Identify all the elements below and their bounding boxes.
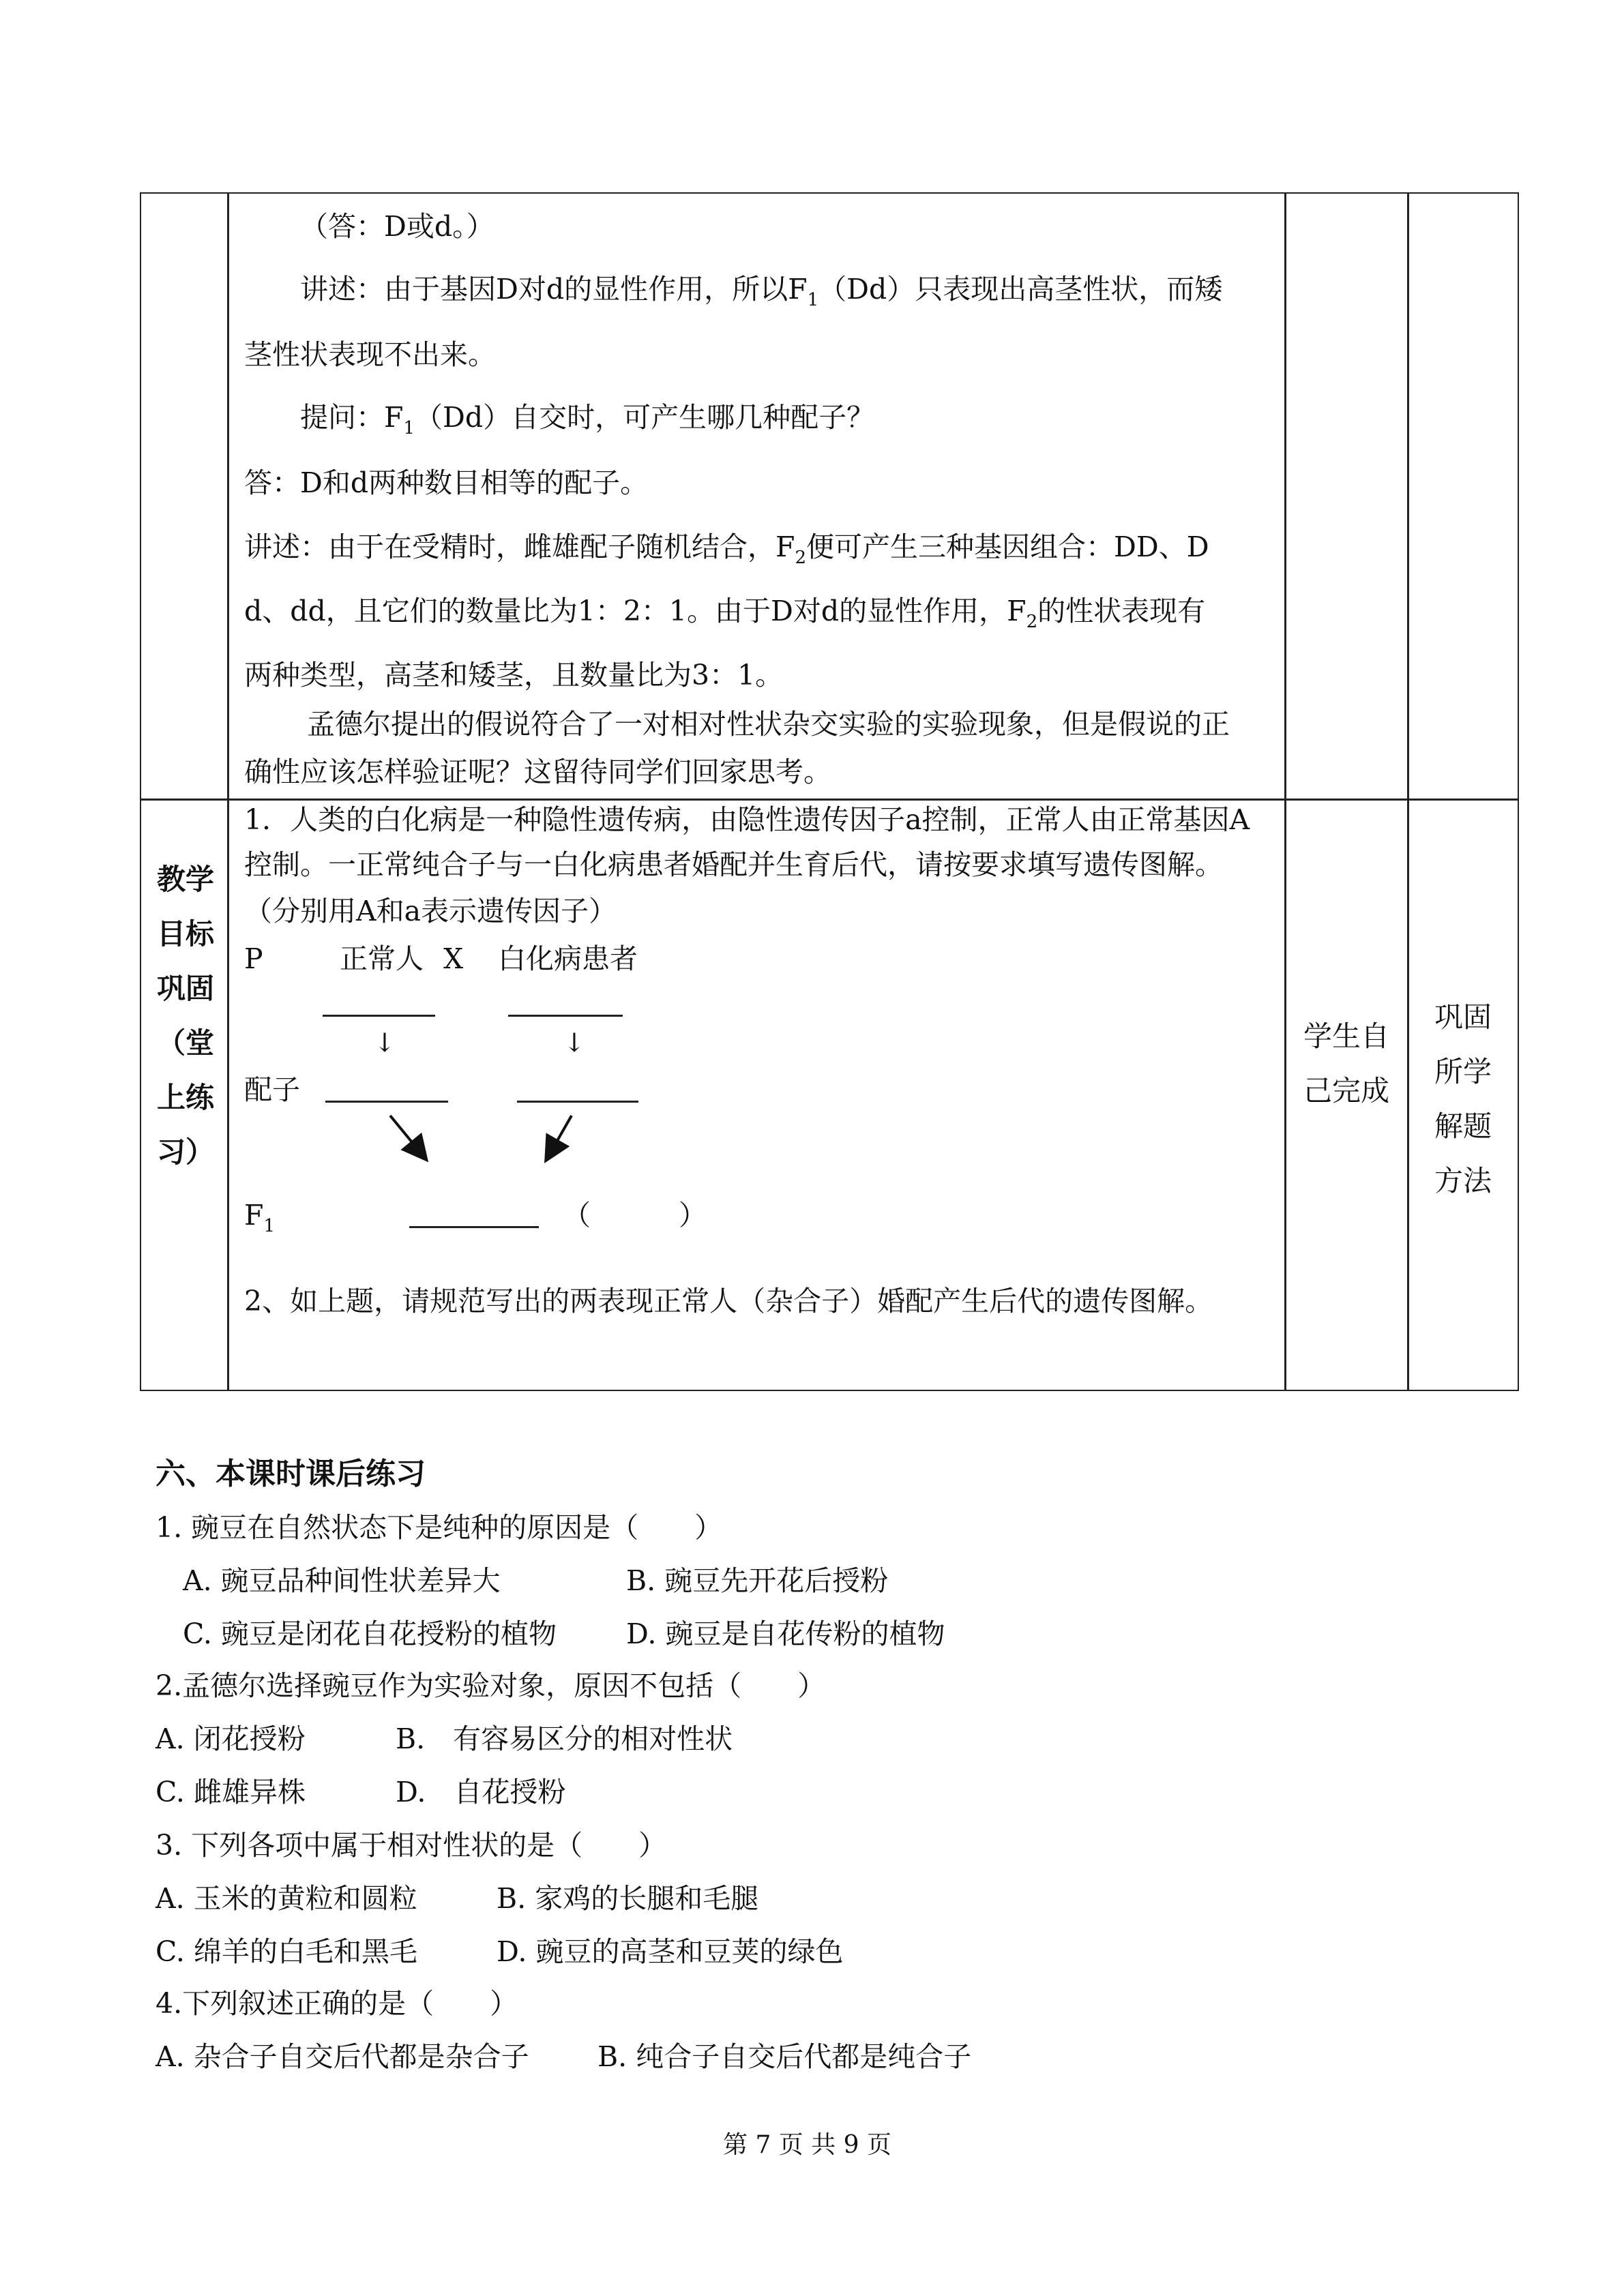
table-col-divider [1407, 192, 1409, 1391]
quiz-option: C. 绵羊的白毛和黑毛 [156, 1935, 417, 1968]
page-number: 第 7 页 共 9 页 [723, 2131, 892, 2159]
genotype-blank[interactable] [323, 1015, 435, 1017]
quiz-option: B. 有容易区分的相对性状 [396, 1723, 733, 1755]
parent-normal: 正常人 [340, 942, 424, 975]
hypothesis-text: 确性应该怎样验证呢？这留待同学们回家思考。 [244, 756, 831, 788]
exercise-question: （分别用A和a表示遗传因子） [244, 895, 617, 927]
f1-paren-close: ） [679, 1199, 707, 1232]
gamete-blank[interactable] [325, 1101, 448, 1103]
fertilization-arrows-icon [382, 1112, 587, 1166]
explanation-text: d、dd，且它们的数量比为1：2：1。由于D对d的显性作用，$F_2$的性状表现有 [244, 595, 1206, 632]
quiz-option: D. 自花授粉 [396, 1776, 566, 1808]
answer-text: （答：D或d。） [300, 210, 494, 243]
quiz-option: A. 豌豆品种间性状差异大 [183, 1564, 501, 1597]
table-col-divider [227, 192, 229, 1391]
quiz-option: A. 闭花授粉 [156, 1723, 306, 1755]
hypothesis-text: 孟德尔提出的假说符合了一对相对性状杂交实验的实验现象，但是假说的正 [307, 708, 1230, 741]
quiz-option: B. 豌豆先开花后授粉 [626, 1564, 889, 1597]
gamete-label: 配子 [244, 1073, 300, 1106]
answer-text: 答：D和d两种数目相等的配子。 [244, 466, 649, 499]
stage-label: 教学 目标 巩固 （堂 上练 习） [156, 863, 214, 1169]
quiz-option: D. 豌豆的高茎和豆荚的绿色 [497, 1935, 844, 1968]
quiz-question: 1. 豌豆在自然状态下是纯种的原因是（ ） [156, 1511, 723, 1544]
gamete-blank[interactable] [517, 1101, 638, 1103]
down-arrow-icon: ↓ [374, 1028, 396, 1058]
quiz-option: A. 玉米的黄粒和圆粒 [156, 1882, 417, 1915]
f1-genotype-blank[interactable] [409, 1226, 539, 1228]
cross-symbol: X [443, 942, 464, 975]
question-text: 提问：$F_1(Dd)$自交时，可产生哪几种配子？ [300, 401, 875, 438]
quiz-question: 4.下列叙述正确的是（ ） [156, 1987, 518, 2020]
quiz-option: D. 豌豆是自花传粉的植物 [626, 1617, 945, 1650]
f1-paren-open: （ [563, 1199, 591, 1232]
parent-albino: 白化病患者 [498, 942, 638, 975]
section-title: 六、本课时课后练习 [156, 1457, 426, 1491]
quiz-option: B. 家鸡的长腿和毛腿 [497, 1882, 759, 1915]
f1-label: $F_1$ [244, 1199, 275, 1236]
design-intent-cell: 巩固 所学 解题 方法 [1434, 1000, 1492, 1197]
quiz-question: 2.孟德尔选择豌豆作为实验对象，原因不包括（ ） [156, 1669, 826, 1702]
genotype-blank[interactable] [508, 1015, 623, 1017]
table-row-divider [140, 799, 1519, 801]
student-activity-cell: 学生自 己完成 [1303, 1019, 1389, 1107]
quiz-option: C. 雌雄异株 [156, 1776, 306, 1808]
exercise-question: 2、如上题，请规范写出的两表现正常人（杂合子）婚配产生后代的遗传图解。 [244, 1285, 1213, 1317]
explanation-text: 讲述：由于在受精时，雌雄配子随机结合，$F_2$便可产生三种基因组合：DD、D [244, 531, 1209, 568]
explanation-text: 讲述：由于基因D对d的显性作用，所以$F_1(Dd)$只表现出高茎性状，而矮 [300, 273, 1223, 310]
quiz-option: A. 杂合子自交后代都是杂合子 [156, 2040, 529, 2073]
explanation-text: 茎性状表现不出来。 [244, 338, 496, 371]
explanation-text: 两种类型，高茎和矮茎，且数量比为3：1。 [244, 659, 784, 691]
lesson-table [140, 192, 1519, 1391]
quiz-question: 3. 下列各项中属于相对性状的是（ ） [156, 1829, 667, 1862]
table-col-divider [1284, 192, 1286, 1391]
quiz-option: C. 豌豆是闭花自花授粉的植物 [183, 1617, 557, 1650]
parent-label: P [244, 942, 263, 975]
down-arrow-icon: ↓ [563, 1028, 585, 1058]
quiz-option: B. 纯合子自交后代都是纯合子 [597, 2040, 972, 2073]
exercise-question: 控制。一正常纯合子与一白化病患者婚配并生育后代，请按要求填写遗传图解。 [244, 848, 1223, 881]
exercise-question: 1．人类的白化病是一种隐性遗传病，由隐性遗传因子a控制，正常人由正常基因A [244, 803, 1250, 836]
